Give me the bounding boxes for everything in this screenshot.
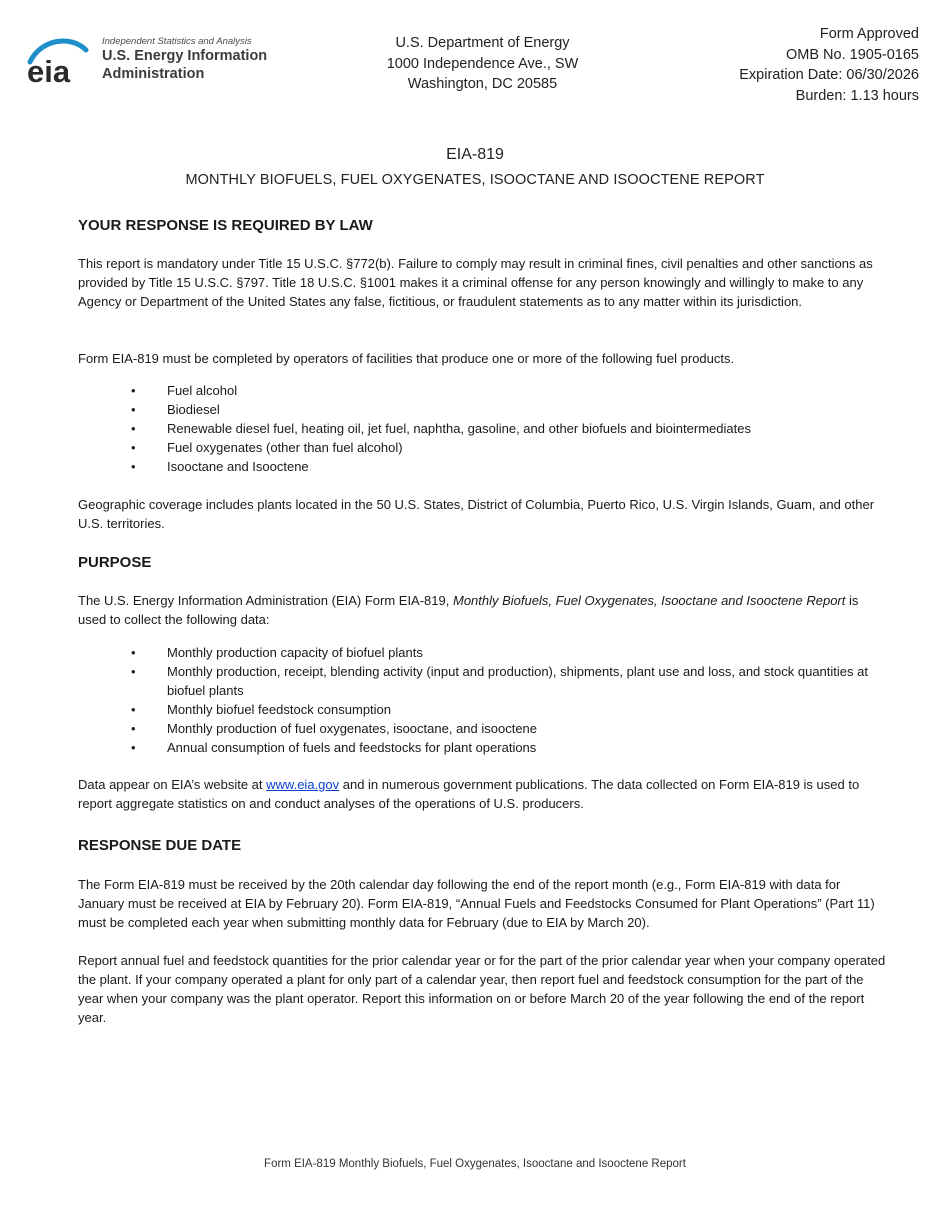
form-title: MONTHLY BIOFUELS, FUEL OXYGENATES, ISOOCTANE AND ISOOCTENE REPORT — [185, 172, 765, 188]
department-line: 1000 Independence Ave., SW — [386, 55, 579, 72]
list-item — [131, 438, 891, 457]
bullet-icon: • — [131, 721, 136, 736]
bullet-icon: • — [131, 383, 136, 398]
bullet-icon: • — [131, 459, 136, 474]
list-item-text: Fuel alcohol — [167, 383, 238, 398]
logo-name-line2: Administration — [102, 66, 205, 82]
logo-agency-name — [102, 47, 267, 83]
list-item-text: Isooctane and Isooctene — [167, 459, 309, 474]
eia-logo — [26, 36, 288, 86]
list-item — [131, 719, 891, 738]
list-item — [131, 400, 891, 419]
department-line: Washington, DC 20585 — [407, 76, 558, 92]
approval-line: Form Approved — [819, 26, 919, 42]
page-footer: Form EIA-819 Monthly Biofuels, Fuel Oxygenates, Isooctane and Isooctene Report — [264, 1158, 686, 1170]
list-item-text: Monthly biofuel feedstock consumption — [167, 702, 392, 717]
section-heading-purpose: PURPOSE — [78, 554, 152, 571]
logo-name-line1: U.S. Energy Information — [102, 48, 268, 64]
data-availability-tail: and in numerous government publications. The data collected on Form EIA-819 is used to report aggregate statistics on and conduct analyses of the operations of U.S. producers. — [78, 777, 860, 811]
list-item — [131, 381, 891, 400]
bullet-icon: • — [131, 664, 136, 679]
list-item-text: Monthly production, receipt, blending activity (input and production), shipments, plant use and loss, and stock quantities at biofuel plants — [167, 664, 868, 698]
report-title-italic: Monthly Biofuels, Fuel Oxygenates, Isooctane and Isooctene Report — [452, 593, 846, 608]
law-paragraph-1: This report is mandatory under Title 15 U.S.C. §772(b). Failure to comply may result in criminal fines, civil penalties and other sanctions as provided by Title 15 U.S.C. §797. Title 18 U.S.C. §1001 makes it a criminal offense for any person knowingly and willingly to make to any Agency or Department of the United States any false, fictitious, or fraudulent statements as to any matter within its jurisdiction. — [78, 256, 873, 309]
list-item — [131, 419, 891, 438]
list-item-text: Monthly production capacity of biofuel plants — [167, 645, 423, 660]
department-address — [355, 33, 610, 95]
list-item — [131, 662, 891, 700]
due-date-paragraph-2: Report annual fuel and feedstock quantities for the prior calendar year or for the part of the prior calendar year when your company operated the plant. If your company operated a plant for only part of a calendar year, then report fuel and feedstock consumption for the part of the year when your company was the plant operator. Report this information on or before March 20 of the year following the end of the report year. — [78, 953, 886, 1025]
bullet-icon: • — [131, 421, 136, 436]
bullet-icon: • — [131, 645, 136, 660]
form-id: EIA-819 — [446, 146, 504, 163]
list-item — [131, 643, 891, 662]
bullet-icon: • — [131, 702, 136, 717]
bullet-icon: • — [131, 440, 136, 455]
data-collected-list — [131, 643, 891, 757]
list-item-text: Biodiesel — [167, 402, 220, 417]
logo-tagline: Independent Statistics and Analysis — [102, 36, 252, 47]
list-item-text: Fuel oxygenates (other than fuel alcohol) — [167, 440, 403, 455]
list-item — [131, 738, 891, 757]
logo-mark-text: eia — [27, 54, 71, 84]
eia-website-link[interactable]: www.eia.gov — [266, 777, 340, 792]
data-availability-text: Data appear on EIA’s website at — [78, 777, 267, 792]
section-heading-law: YOUR RESPONSE IS REQUIRED BY LAW — [78, 217, 373, 234]
form-approval-block — [739, 24, 919, 106]
list-item — [131, 700, 891, 719]
section-heading-due-date: RESPONSE DUE DATE — [78, 837, 242, 854]
purpose-intro-paragraph — [78, 591, 888, 629]
list-item — [131, 457, 891, 476]
bullet-icon: • — [131, 402, 136, 417]
approval-line: Expiration Date: 06/30/2026 — [739, 67, 919, 83]
list-item-text: Monthly production of fuel oxygenates, isooctane, and isooctene — [167, 721, 538, 736]
list-item-text: Annual consumption of fuels and feedstocks for plant operations — [167, 740, 537, 755]
data-availability-paragraph — [78, 775, 888, 813]
purpose-intro-tail: is used to collect the following data: — [78, 593, 859, 627]
bullet-icon: • — [131, 740, 136, 755]
eia-logo-mark-icon — [26, 36, 90, 84]
approval-line: OMB No. 1905-0165 — [786, 46, 919, 63]
list-item-text: Renewable diesel fuel, heating oil, jet fuel, naphtha, gasoline, and other biofuels and biointermediates — [167, 421, 751, 436]
fuel-products-list — [131, 381, 891, 476]
department-line: U.S. Department of Energy — [395, 35, 570, 51]
due-date-paragraph-1: The Form EIA-819 must be received by the 20th calendar day following the end of the report month (e.g., Form EIA-819 with data for January must be received at EIA by February 20). Form EIA-819, “Annual Fuels and Feedstocks Consumed for Plant Operations” (Part 11) must be completed each year when submitting monthly data for February (due to EIA by March 20). — [78, 877, 875, 930]
purpose-intro-text: The U.S. Energy Information Administration (EIA) Form EIA-819, — [78, 593, 453, 608]
geographic-coverage-paragraph: Geographic coverage includes plants located in the 50 U.S. States, District of Columbia, Puerto Rico, U.S. Virgin Islands, Guam, and other U.S. territories. — [78, 497, 875, 531]
approval-line: Burden: 1.13 hours — [795, 87, 919, 104]
law-paragraph-2: Form EIA-819 must be completed by operators of facilities that produce one or more of the following fuel products. — [78, 351, 735, 366]
